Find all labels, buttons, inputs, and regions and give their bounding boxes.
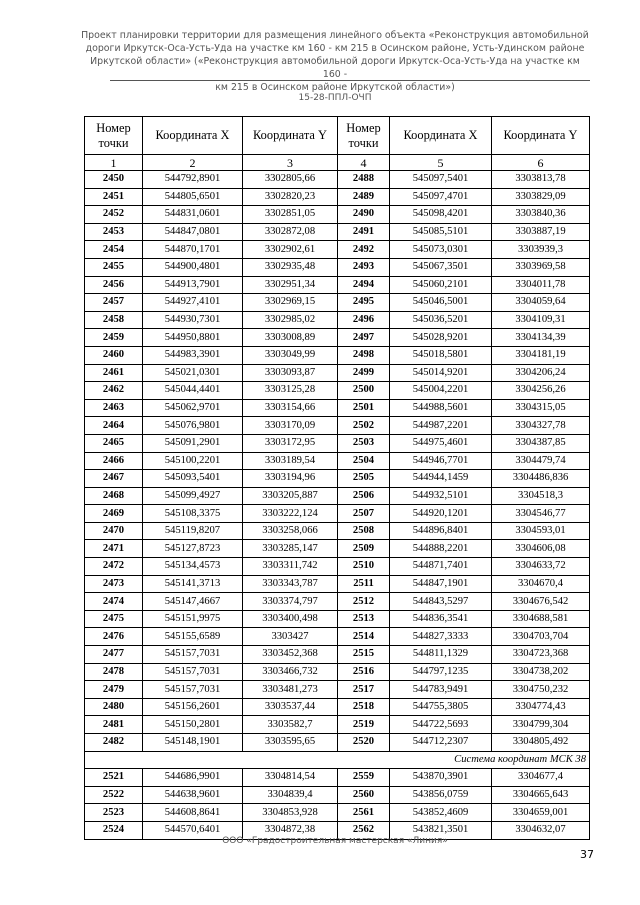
coord-y-cell: 3304059,64 [492,294,590,312]
coord-y-cell: 3304659,001 [492,804,590,822]
coord-x-cell: 544927,4101 [143,294,243,312]
coord-x-cell: 545004,2201 [390,382,492,400]
coord-x-cell: 544987,2201 [390,417,492,435]
coord-y-cell: 3303093,87 [243,364,338,382]
point-number-cell: 2471 [85,540,143,558]
coord-y-cell: 3304109,31 [492,311,590,329]
coord-x-cell: 545014,9201 [390,364,492,382]
coord-x-cell: 544920,1201 [390,505,492,523]
coord-x-cell: 544783,9491 [390,681,492,699]
table-row [85,258,590,276]
table-row [85,558,590,576]
col-header-point-number: Номер точки [338,117,390,155]
coord-x-cell: 545097,5401 [390,171,492,189]
coordinates-table [84,116,590,840]
coord-y-cell: 3302820,23 [243,188,338,206]
point-number-cell: 2500 [338,382,390,400]
table-row [85,188,590,206]
point-number-cell: 2494 [338,276,390,294]
coord-y-cell: 3303840,36 [492,206,590,224]
point-number-cell: 2493 [338,258,390,276]
coord-x-cell: 545021,0301 [143,364,243,382]
point-number-cell: 2456 [85,276,143,294]
coord-y-cell: 3304805,492 [492,734,590,752]
coord-y-cell: 3304315,05 [492,399,590,417]
point-number-cell: 2468 [85,487,143,505]
coord-x-cell: 544712,2307 [390,734,492,752]
point-number-cell: 2464 [85,417,143,435]
coord-y-cell: 3302902,61 [243,241,338,259]
point-number-cell: 2489 [338,188,390,206]
coord-y-cell: 3303466,732 [243,663,338,681]
coord-x-cell: 544847,0801 [143,223,243,241]
coord-x-cell: 544932,5101 [390,487,492,505]
point-number-cell: 2498 [338,346,390,364]
point-number-cell: 2472 [85,558,143,576]
coord-y-cell: 3304774,43 [492,698,590,716]
point-number-cell: 2524 [85,821,143,839]
point-number-cell: 2523 [85,804,143,822]
coord-y-cell: 3304593,01 [492,522,590,540]
column-number: 5 [390,155,492,171]
coord-y-cell: 3303049,99 [243,346,338,364]
coord-x-cell: 545067,3501 [390,258,492,276]
point-number-cell: 2507 [338,505,390,523]
column-number: 3 [243,155,338,171]
coord-y-cell: 3303172,95 [243,434,338,452]
coord-x-cell: 543852,4609 [390,804,492,822]
coord-x-cell: 544831,0601 [143,206,243,224]
coord-y-cell: 3303343,787 [243,575,338,593]
coord-y-cell: 3304387,85 [492,434,590,452]
point-number-cell: 2474 [85,593,143,611]
coord-x-cell: 545141,3713 [143,575,243,593]
point-number-cell: 2459 [85,329,143,347]
coord-x-cell: 545036,5201 [390,311,492,329]
coord-y-cell: 3304723,368 [492,646,590,664]
point-number-cell: 2519 [338,716,390,734]
coord-x-cell: 544944,1459 [390,470,492,488]
column-number: 2 [143,155,243,171]
point-number-cell: 2490 [338,206,390,224]
coord-x-cell: 545100,2201 [143,452,243,470]
coord-y-cell: 3303008,89 [243,329,338,347]
point-number-cell: 2480 [85,698,143,716]
coord-y-cell: 3303595,65 [243,734,338,752]
point-number-cell: 2455 [85,258,143,276]
point-number-cell: 2482 [85,734,143,752]
coord-y-cell: 3304479,74 [492,452,590,470]
point-number-cell: 2515 [338,646,390,664]
point-number-cell: 2560 [338,786,390,804]
table-row [85,698,590,716]
coord-y-cell: 3302935,48 [243,258,338,276]
point-number-cell: 2458 [85,311,143,329]
coord-y-cell: 3304518,3 [492,487,590,505]
coord-y-cell: 3303969,58 [492,258,590,276]
coord-y-cell: 3303400,498 [243,610,338,628]
table-row [85,452,590,470]
point-number-cell: 2478 [85,663,143,681]
point-number-cell: 2465 [85,434,143,452]
point-number-cell: 2491 [338,223,390,241]
table-row [85,294,590,312]
coord-x-cell: 545085,5101 [390,223,492,241]
coord-y-cell: 3303125,28 [243,382,338,400]
point-number-cell: 2476 [85,628,143,646]
table-row [85,769,590,787]
coord-x-cell: 544900,4801 [143,258,243,276]
coord-y-cell: 3304206,24 [492,364,590,382]
coord-x-cell: 543821,3501 [390,821,492,839]
coord-x-cell: 544930,7301 [143,311,243,329]
point-number-cell: 2467 [85,470,143,488]
table-row [85,364,590,382]
column-number: 1 [85,155,143,171]
coord-x-cell: 544755,3805 [390,698,492,716]
point-number-cell: 2460 [85,346,143,364]
column-number: 4 [338,155,390,171]
coord-y-cell: 3304633,72 [492,558,590,576]
coord-x-cell: 544896,8401 [390,522,492,540]
coord-y-cell: 3302872,08 [243,223,338,241]
point-number-cell: 2473 [85,575,143,593]
coord-y-cell: 3303222,124 [243,505,338,523]
header-row [85,117,590,155]
coord-y-cell: 3303939,3 [492,241,590,259]
coord-x-cell: 545097,4701 [390,188,492,206]
point-number-cell: 2502 [338,417,390,435]
point-number-cell: 2475 [85,610,143,628]
coordinates-body-a [85,171,590,752]
point-number-cell: 2512 [338,593,390,611]
point-number-cell: 2457 [85,294,143,312]
table-row [85,575,590,593]
document-number: 15-28-ППЛ-ОЧП [298,93,372,103]
point-number-cell: 2513 [338,610,390,628]
coord-x-cell: 545028,9201 [390,329,492,347]
point-number-cell: 2511 [338,575,390,593]
table-row [85,593,590,611]
point-number-cell: 2505 [338,470,390,488]
coord-y-cell: 3304327,78 [492,417,590,435]
company-footer: ООО «Градостроительная мастерская «Линия» [222,836,448,846]
coord-y-cell: 3304738,202 [492,663,590,681]
coord-x-cell: 544888,2201 [390,540,492,558]
coord-y-cell: 3303189,54 [243,452,338,470]
table-row [85,434,590,452]
col-header-y: Координата Y [492,117,590,155]
coord-x-cell: 545060,2101 [390,276,492,294]
document-header [80,29,590,94]
coord-y-cell: 3303194,96 [243,470,338,488]
coord-x-cell: 545046,5001 [390,294,492,312]
coord-y-cell: 3304546,77 [492,505,590,523]
point-number-cell: 2521 [85,769,143,787]
table-row [85,610,590,628]
point-number-cell: 2488 [338,171,390,189]
coord-x-cell: 545157,7031 [143,663,243,681]
point-number-cell: 2463 [85,399,143,417]
point-number-cell: 2461 [85,364,143,382]
coord-y-cell: 3303813,78 [492,171,590,189]
coord-x-cell: 544913,7901 [143,276,243,294]
point-number-cell: 2479 [85,681,143,699]
system-label-row [85,751,590,769]
coord-x-cell: 545151,9975 [143,610,243,628]
point-number-cell: 2499 [338,364,390,382]
table-row [85,329,590,347]
col-header-x: Координата X [390,117,492,155]
point-number-cell: 2520 [338,734,390,752]
table-row [85,417,590,435]
point-number-cell: 2514 [338,628,390,646]
coord-x-cell: 545157,7031 [143,681,243,699]
coord-x-cell: 544843,5297 [390,593,492,611]
coord-x-cell: 545073,0301 [390,241,492,259]
coord-y-cell: 3304703,704 [492,628,590,646]
table-row [85,241,590,259]
coord-x-cell: 545099,4927 [143,487,243,505]
header-line: Иркутской области» («Реконструкция автомобильной дороги Иркутск-Оса-Усть-Уда на участке км 160 - [90,56,580,80]
point-number-cell: 2497 [338,329,390,347]
table-row [85,505,590,523]
table-row [85,786,590,804]
table-row [85,311,590,329]
table-row [85,382,590,400]
coord-x-cell: 545157,7031 [143,646,243,664]
point-number-cell: 2522 [85,786,143,804]
coord-y-cell: 3304606,08 [492,540,590,558]
coord-x-cell: 545150,2801 [143,716,243,734]
point-number-cell: 2510 [338,558,390,576]
coord-x-cell: 544797,1235 [390,663,492,681]
coord-y-cell: 3304814,54 [243,769,338,787]
coord-x-cell: 544686,9901 [143,769,243,787]
coord-y-cell: 3304670,4 [492,575,590,593]
coord-x-cell: 544722,5693 [390,716,492,734]
coord-y-cell: 3303205,887 [243,487,338,505]
coord-y-cell: 3303481,273 [243,681,338,699]
coord-y-cell: 3304011,78 [492,276,590,294]
coord-y-cell: 3303452,368 [243,646,338,664]
coord-x-cell: 544870,1701 [143,241,243,259]
coord-y-cell: 3304677,4 [492,769,590,787]
coord-y-cell: 3304799,304 [492,716,590,734]
page-number: 37 [580,848,594,861]
coord-x-cell: 544946,7701 [390,452,492,470]
coord-y-cell: 3302985,02 [243,311,338,329]
header-line: км 215 в Осинском районе Иркутской области») [215,82,455,93]
coordinates-body-b [85,769,590,839]
table-row [85,663,590,681]
point-number-cell: 2470 [85,522,143,540]
coord-y-cell: 3303170,09 [243,417,338,435]
point-number-cell: 2508 [338,522,390,540]
table-row [85,628,590,646]
point-number-cell: 2506 [338,487,390,505]
coord-x-cell: 545098,4201 [390,206,492,224]
point-number-cell: 2496 [338,311,390,329]
point-number-cell: 2495 [338,294,390,312]
coord-y-cell: 3302951,34 [243,276,338,294]
point-number-cell: 2466 [85,452,143,470]
table-row [85,470,590,488]
coord-x-cell: 543870,3901 [390,769,492,787]
coord-y-cell: 3303887,19 [492,223,590,241]
coord-x-cell: 545076,9801 [143,417,243,435]
coord-x-cell: 544805,6501 [143,188,243,206]
coord-x-cell: 544570,6401 [143,821,243,839]
point-number-cell: 2503 [338,434,390,452]
coord-y-cell: 3304853,928 [243,804,338,822]
coord-y-cell: 3303582,7 [243,716,338,734]
point-number-cell: 2453 [85,223,143,241]
coord-x-cell: 544638,9601 [143,786,243,804]
column-numbers-row [85,155,590,171]
point-number-cell: 2492 [338,241,390,259]
point-number-cell: 2504 [338,452,390,470]
table-row [85,646,590,664]
table-row [85,223,590,241]
point-number-cell: 2451 [85,188,143,206]
table-row [85,171,590,189]
coord-y-cell: 3303311,742 [243,558,338,576]
table-row [85,681,590,699]
coord-y-cell: 3304676,542 [492,593,590,611]
coord-x-cell: 544847,1901 [390,575,492,593]
table-row [85,540,590,558]
coordinate-system-label: Система координат МСК 38 [85,751,590,769]
coord-y-cell: 3304134,39 [492,329,590,347]
coord-x-cell: 545134,4573 [143,558,243,576]
coord-x-cell: 544871,7401 [390,558,492,576]
coord-y-cell: 3303154,66 [243,399,338,417]
system-label-section [85,751,590,769]
point-number-cell: 2518 [338,698,390,716]
point-number-cell: 2477 [85,646,143,664]
coord-x-cell: 545127,8723 [143,540,243,558]
point-number-cell: 2516 [338,663,390,681]
coord-x-cell: 545018,5801 [390,346,492,364]
column-number: 6 [492,155,590,171]
table-row [85,716,590,734]
coord-x-cell: 545119,8207 [143,522,243,540]
point-number-cell: 2559 [338,769,390,787]
coord-x-cell: 544975,4601 [390,434,492,452]
coord-x-cell: 545156,2601 [143,698,243,716]
point-number-cell: 2562 [338,821,390,839]
point-number-cell: 2501 [338,399,390,417]
coord-y-cell: 3303537,44 [243,698,338,716]
coord-y-cell: 3303374,797 [243,593,338,611]
table-row [85,522,590,540]
coord-x-cell: 545155,6589 [143,628,243,646]
coord-x-cell: 544836,3541 [390,610,492,628]
coord-x-cell: 545091,2901 [143,434,243,452]
coord-x-cell: 543856,0759 [390,786,492,804]
point-number-cell: 2481 [85,716,143,734]
coord-y-cell: 3304486,836 [492,470,590,488]
coord-x-cell: 544950,8801 [143,329,243,347]
point-number-cell: 2450 [85,171,143,189]
coord-y-cell: 3304632,07 [492,821,590,839]
col-header-y: Координата Y [243,117,338,155]
coord-x-cell: 544792,8901 [143,171,243,189]
point-number-cell: 2469 [85,505,143,523]
coord-y-cell: 3302851,05 [243,206,338,224]
coord-y-cell: 3303258,066 [243,522,338,540]
coord-y-cell: 3304256,26 [492,382,590,400]
coord-x-cell: 544983,3901 [143,346,243,364]
coord-y-cell: 3304872,38 [243,821,338,839]
coord-x-cell: 544811,1329 [390,646,492,664]
coord-y-cell: 3304665,643 [492,786,590,804]
coord-y-cell: 3304750,232 [492,681,590,699]
coord-y-cell: 3303285,147 [243,540,338,558]
coord-y-cell: 3304181,19 [492,346,590,364]
header-line: дороги Иркутск-Оса-Усть-Уда на участке км 160 - км 215 в Осинском районе, Усть-Удинском районе [85,43,585,54]
coord-x-cell: 544827,3333 [390,628,492,646]
coord-x-cell: 544988,5601 [390,399,492,417]
point-number-cell: 2561 [338,804,390,822]
table-row [85,487,590,505]
coord-x-cell: 545108,3375 [143,505,243,523]
table-row [85,804,590,822]
coord-y-cell: 3304839,4 [243,786,338,804]
coord-x-cell: 545093,5401 [143,470,243,488]
coord-y-cell: 3302805,66 [243,171,338,189]
table-row [85,734,590,752]
table-row [85,206,590,224]
table-row [85,399,590,417]
coord-x-cell: 545147,4667 [143,593,243,611]
coord-x-cell: 545148,1901 [143,734,243,752]
coord-x-cell: 545062,9701 [143,399,243,417]
header-divider [110,80,590,81]
point-number-cell: 2454 [85,241,143,259]
coord-y-cell: 3303829,09 [492,188,590,206]
coord-y-cell: 3304688,581 [492,610,590,628]
col-header-point-number: Номер точки [85,117,143,155]
col-header-x: Координата X [143,117,243,155]
point-number-cell: 2452 [85,206,143,224]
coord-y-cell: 3302969,15 [243,294,338,312]
point-number-cell: 2509 [338,540,390,558]
point-number-cell: 2517 [338,681,390,699]
coord-y-cell: 3303427 [243,628,338,646]
point-number-cell: 2462 [85,382,143,400]
table-row [85,346,590,364]
coord-x-cell: 544608,8641 [143,804,243,822]
coord-x-cell: 545044,4401 [143,382,243,400]
header-line: Проект планировки территории для размещения линейного объекта «Реконструкция автомобильной [81,30,589,41]
table-row [85,276,590,294]
